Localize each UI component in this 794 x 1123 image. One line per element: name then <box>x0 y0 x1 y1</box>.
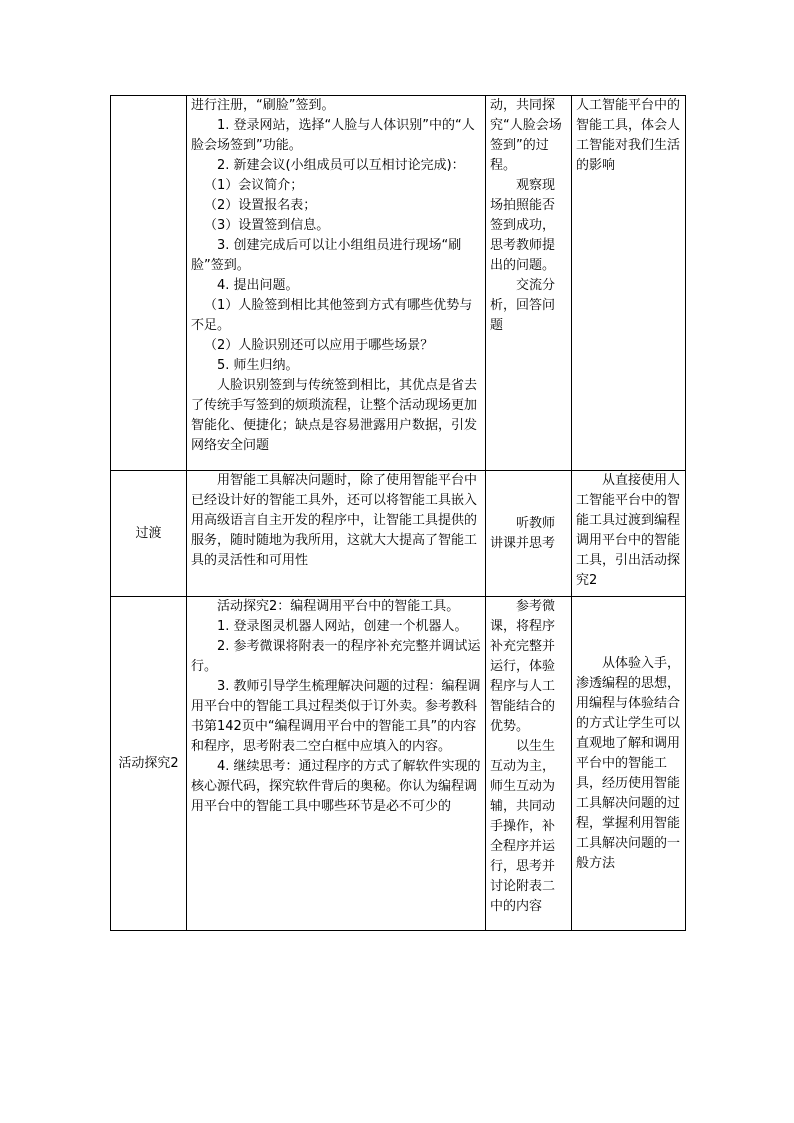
paragraph: 4. 提出问题。 <box>217 278 299 293</box>
stage-cell: 过渡 <box>111 471 187 597</box>
student-activity-cell <box>486 96 572 471</box>
paragraph: （3）设置签到信息。 <box>204 218 330 233</box>
design-intent-cell <box>572 96 686 471</box>
paragraph: 2. 参考微课将附表一的程序补充完整并调试运行。 <box>191 639 481 674</box>
table-row <box>111 597 686 931</box>
paragraph: 交流分析，回答问题 <box>490 278 556 333</box>
paragraph: 从直接使用人工智能平台中的智能工具过渡到编程调用平台中的智能工具，引出活动探究2 <box>576 473 681 588</box>
content-cell <box>187 471 486 597</box>
paragraph: 1. 登录网站，选择“人脸与人体识别”中的“人脸会场签到”功能。 <box>191 118 475 153</box>
paragraph: 4. 继续思考：通过程序的方式了解软件实现的核心源代码，探究软件背后的奥秘。你认为编程调用平台中的智能工具中哪些环节是必不可少的 <box>191 759 481 814</box>
paragraph: 2. 新建会议(小组成员可以互相讨论完成)： <box>217 158 465 173</box>
paragraph: 人脸识别签到与传统签到相比，其优点是省去了传统手写签到的烦琐流程，让整个活动现场更加智能化、便捷化；缺点是容易泄露用户数据，引发网络安全问题 <box>191 378 478 453</box>
paragraph: 动，共同探究“人脸会场签到”的过程。 <box>490 98 562 173</box>
student-activity-cell <box>486 597 572 931</box>
paragraph: 5. 师生归纳。 <box>217 358 299 373</box>
paragraph: 1. 登录图灵机器人网站，创建一个机器人。 <box>217 619 468 634</box>
design-intent-cell <box>572 597 686 931</box>
content-cell <box>187 96 486 471</box>
paragraph: 人工智能平台中的智能工具，体会人工智能对我们生活的影响 <box>576 98 681 173</box>
paragraph: 用智能工具解决问题时，除了使用智能平台中已经设计好的智能工具外，还可以将智能工具嵌入用高级语言自主开发的程序中，让智能工具提供的服务，随时随地为我所用，这就大大提高了智能工具的灵活性和可用性 <box>191 473 478 568</box>
paragraph: 以生生互动为主，师生互动为辅，共同动手操作，补全程序并运行，思考并讨论附表二中的内容 <box>490 739 556 914</box>
stage-cell <box>111 96 187 471</box>
paragraph: 参考微课，将程序补充完整并运行，体验程序与人工智能结合的优势。 <box>490 599 556 734</box>
paragraph: 3. 教师引导学生梳理解决问题的过程：编程调用平台中的智能工具过程类似于订外卖。参考教科书第142页中“编程调用平台中的智能工具”的内容和程序，思考附表二空白框中应填入的内容。 <box>191 679 481 754</box>
paragraph: （1）人脸签到相比其他签到方式有哪些优势与不足。 <box>191 298 473 333</box>
lesson-plan-table <box>110 95 686 931</box>
paragraph: 进行注册，“刷脸”签到。 <box>191 98 335 113</box>
paragraph: 观察现场拍照能否签到成功，思考教师提出的问题。 <box>490 178 556 273</box>
paragraph: 从体验入手，渗透编程的思想，用编程与体验结合的方式让学生可以直观地了解和调用平台中的智能工具，经历使用智能工具解决问题的过程，掌握利用智能工具解决问题的一般方法 <box>576 655 681 871</box>
paragraph: 听教师讲课并思考 <box>490 515 556 551</box>
table-row <box>111 471 686 597</box>
design-intent-cell <box>572 471 686 597</box>
stage-cell: 活动探究2 <box>111 597 187 931</box>
paragraph: 活动探究2：编程调用平台中的智能工具。 <box>217 599 460 614</box>
paragraph: （2）设置报名表； <box>204 198 317 213</box>
content-cell <box>187 597 486 931</box>
table-row <box>111 96 686 471</box>
paragraph: （1）会议简介； <box>204 178 304 193</box>
paragraph: （2）人脸识别还可以应用于哪些场景？ <box>204 338 434 353</box>
student-activity-cell <box>486 471 572 597</box>
paragraph: 3. 创建完成后可以让小组组员进行现场“刷脸”签到。 <box>191 238 462 273</box>
